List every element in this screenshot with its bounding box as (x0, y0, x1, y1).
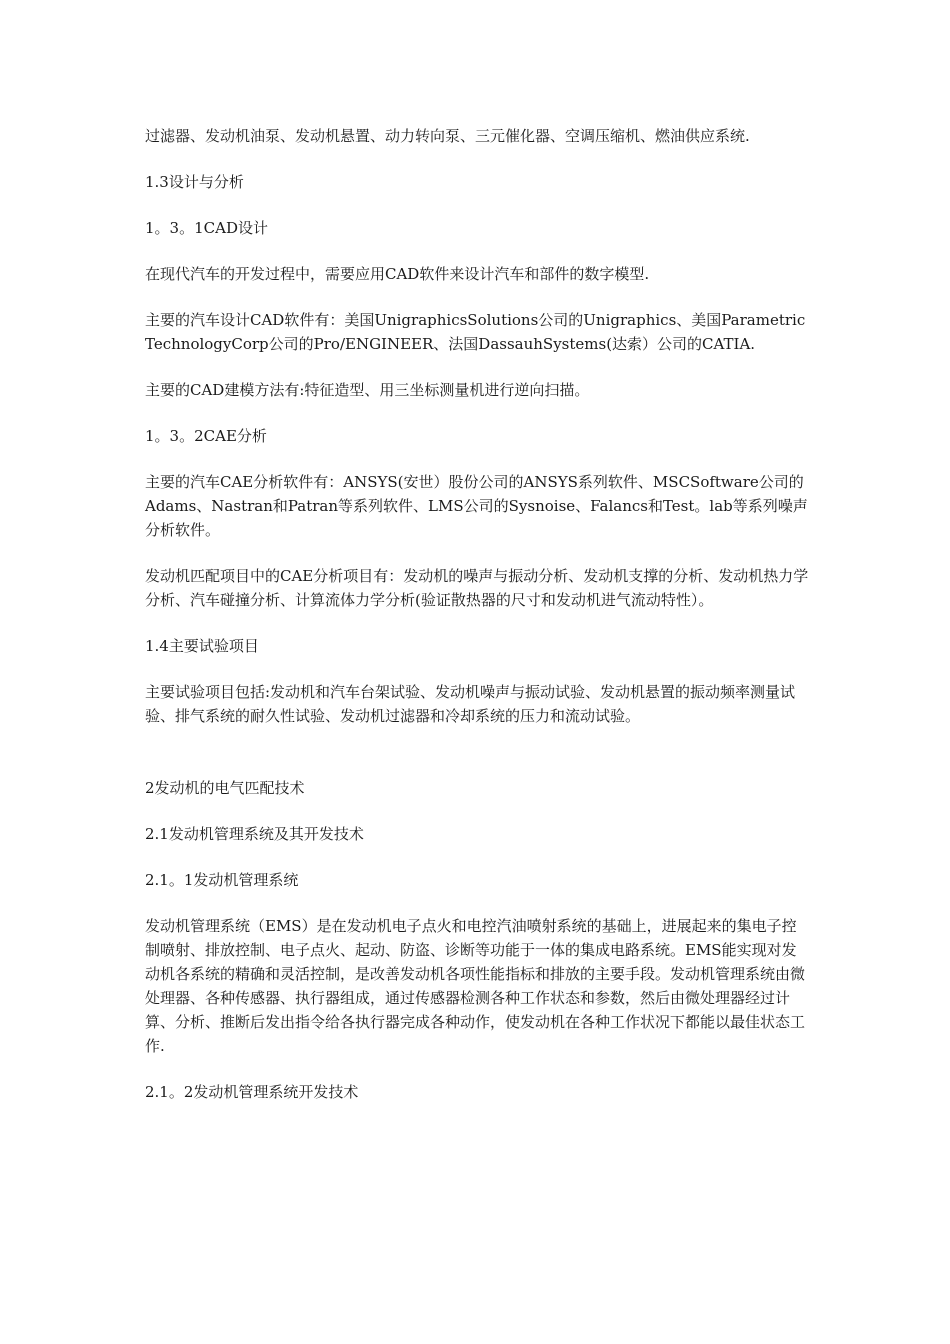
paragraph-test-items: 主要试验项目包括:发动机和汽车台架试验、发动机噪声与振动试验、发动机悬置的振动频率测量试验、排气系统的耐久性试验、发动机过滤器和冷却系统的压力和流动试验。 (145, 683, 796, 725)
heading-1-4-test-items: 1.4主要试验项目 (145, 637, 259, 655)
paragraph-cae-software: 主要的汽车CAE分析软件有：ANSYS(安世）股份公司的ANSYS系列软件、MSCSoftware公司的Adams、Nastran和Patran等系列软件、LMS公司的Sysnoise、Falancs和Test。lab等系列噪声分析软件。 (145, 473, 808, 539)
heading-1-3-2-cae-analysis: 1。3。2CAE分析 (145, 427, 267, 445)
heading-2-1-ems-development: 2.1发动机管理系统及其开发技术 (145, 825, 364, 843)
paragraph-cad-modeling: 主要的CAD建模方法有:特征造型、用三坐标测量机进行逆向扫描。 (145, 381, 590, 399)
heading-2-1-2-ems-dev-tech: 2.1。2发动机管理系统开发技术 (145, 1083, 359, 1101)
paragraph-cad-software: 主要的汽车设计CAD软件有：美国UnigraphicsSolutions公司的Unigraphics、美国ParametricTechnologyCorp公司的Pro/ENGINEER、法国DassauhSystems(达索）公司的CATIA. (145, 311, 806, 353)
document-page (145, 124, 810, 1126)
heading-1-3-1-cad-design: 1。3。1CAD设计 (145, 219, 268, 237)
heading-2-electrical-matching: 2发动机的电气匹配技术 (145, 779, 305, 797)
paragraph-ems-description: 发动机管理系统（EMS）是在发动机电子点火和电控汽油喷射系统的基础上，进展起来的集电子控制喷射、排放控制、电子点火、起动、防盗、诊断等功能于一体的集成电路系统。EMS能实现对发动机各系统的精确和灵活控制，是改善发动机各项性能指标和排放的主要手段。发动机管理系统由微处理器、各种传感器、执行器组成，通过传感器检测各种工作状态和参数，然后由微处理器经过计算、分析、推断后发出指令给各执行器完成各种动作，使发动机在各种工作状况下都能以最佳状态工作. (145, 917, 806, 1055)
heading-1-3-design-analysis: 1.3设计与分析 (145, 173, 244, 191)
paragraph-cad-intro: 在现代汽车的开发过程中，需要应用CAD软件来设计汽车和部件的数字模型. (145, 265, 650, 283)
paragraph-filter-list: 过滤器、发动机油泵、发动机悬置、动力转向泵、三元催化器、空调压缩机、燃油供应系统. (145, 127, 750, 145)
paragraph-cae-items: 发动机匹配项目中的CAE分析项目有：发动机的噪声与振动分析、发动机支撑的分析、发动机热力学分析、汽车碰撞分析、计算流体力学分析(验证散热器的尺寸和发动机进气流动特性）。 (145, 567, 809, 609)
heading-2-1-1-ems: 2.1。1发动机管理系统 (145, 871, 299, 889)
